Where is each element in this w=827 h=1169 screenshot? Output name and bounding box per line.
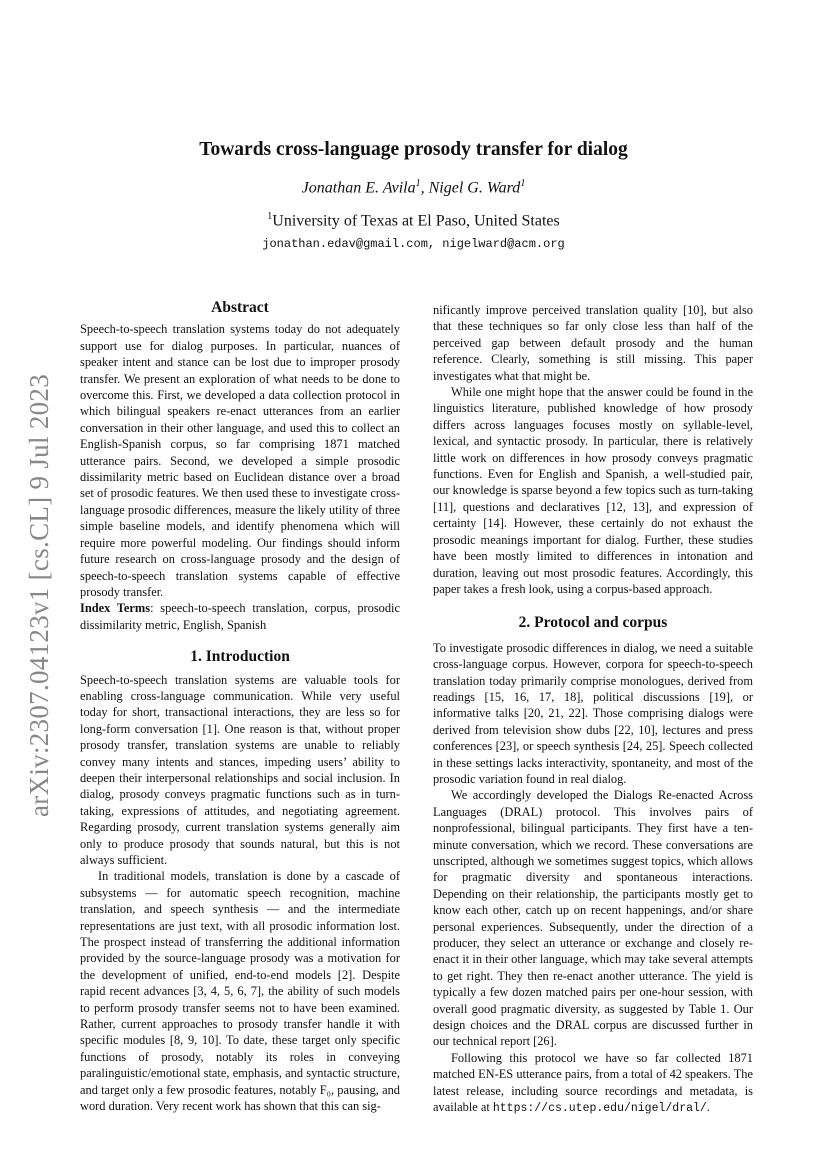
abstract-heading: Abstract xyxy=(211,299,269,316)
affiliation-mark: 1 xyxy=(267,211,273,222)
protocol-paragraph-2: We accordingly developed the Dialogs Re-enacted Across Languages (DRAL) protocol. This involves pairs of nonprofessional, bilingual participants. They first have a ten-minute conversation, which we record. These conversations are unscripted, although we sometimes suggest topics, which allows for pragmatic diversity and spontaneous interactions. Depending on their relationship, the participants mostly get to know each other, catch up on recent happenings, and/or share personal experiences. Subsequently, under the direction of a producer, they select an utterance or exchange and closely re-enact it in their other language, which may take several attempts to get right. They then re-enact another utterance. The yield is typically a few dozen matched pairs per one-hour session, with overall good pragmatic diversity, as suggested by Table 1. Our design choices and the DRAL corpus are discussed further in our technical report [26]. xyxy=(433,788,753,1049)
author-affil-mark: 1 xyxy=(520,178,526,189)
introduction-heading: 1. Introduction xyxy=(190,648,290,666)
intro-paragraph-3: While one might hope that the answer could be found in the linguistics literature, published knowledge of how prosody differs across languages focuses mostly on syllable-level, lexical, and syntactic prosody. In particular, there is relatively little work on differences in how prosody conveys pragmatic functions. Even for English and Spanish, a well-studied pair, our knowledge is sparse beyond a few topics such as turn-taking [11], questions and declaratives [12, 13], and expression of certainty [14]. However, these certainly do not exhaust the prosodic meanings important for dialog. Further, these studies have been mostly limited to differences in intonation and duration, leaving out most prosodic features. Accordingly, this paper takes a fresh look, using a corpus-based approach. xyxy=(433,385,753,596)
protocol-paragraph-3-end: . xyxy=(706,1100,710,1115)
arxiv-id: arXiv:2307.04123v1 [cs.CL] 9 Jul 2023 xyxy=(24,373,55,817)
arxiv-stamp xyxy=(10,375,70,815)
abstract-text: Speech-to-speech translation systems today do not adequately support use for dialog purposes. In particular, nuances of speaker intent and stance can be lost due to improper prosody transfer. We present an exploration of what needs to be done to overcome this. First, we developed a data collection protocol in which bilingual speakers re-enact utterances from an earlier conversation in their other language, and used this to collect an English-Spanish corpus, so far comprising 1871 matched utterance pairs. Second, we developed a simple prosodic dissimilarity metric based on Euclidean distance over a broad set of prosodic features. We then used these to investigate cross-language prosodic differences, measure the likely utility of three simple baseline models, and identify phenomena which will require more powerful modeling. Our findings should inform future research on cross-language prosody and the design of speech-to-speech translation systems capable of effective prosody transfer. xyxy=(80,322,400,599)
intro-paragraph-2: In traditional models, translation is done by a cascade of subsystems — for automatic speech recognition, machine translation, and speech synthesis — and the intermediate representations are just text, with all prosodic information lost. The prospect instead of transferring the additional information provided by the source-language prosody was a motivation for the development of unified, end-to-end models [2]. Despite rapid recent advances [3, 4, 5, 6, 7], the ability of such models to perform prosody transfer seems not to have been examined. Rather, current approaches to prosody transfer handle it with specific modules [8, 9, 10]. To date, these target only specific functions of prosody, notably its roles in conveying paralinguistic/emotional state, emphasis, and syntactic structure, and target only a few prosodic features, notably F₀, pausing, and word duration. Very recent work has shown that this can sig- xyxy=(80,869,400,1114)
index-terms xyxy=(80,600,400,633)
right-column xyxy=(433,302,753,1118)
paper-title: Towards cross-language prosody transfer for dialog xyxy=(199,139,628,160)
left-column xyxy=(80,300,400,1115)
intro-paragraph-1: Speech-to-speech translation systems are valuable tools for enabling cross-language communication. While very useful today for short, transactional interactions, they are less so for long-form conversation [1]. One reason is that, without proper prosody transfer, translation systems are unable to reliably convey many intents and stances, impeding users’ ability to deepen their interpersonal relationships and social inclusion. In dialog, prosody conveys pragmatic functions such as in turn-taking, expressions of attitudes, and negotiating agreement. Regarding prosody, current translation systems generally aim only to produce prosody that sounds natural, but this is not always sufficient. xyxy=(80,672,400,867)
intro-paragraph-continued: nificantly improve perceived translation quality [10], but also that these techniques so far only close less than half of the perceived gap between default prosody and the human reference. Clearly, something is still missing. This paper investigates what that might be. xyxy=(433,303,753,383)
protocol-paragraph-3-text: Following this protocol we have so far collected 1871 matched EN-ES utterance pairs, from a total of 42 speakers. The latest release, including source recordings and metadata, is available at xyxy=(433,1050,753,1115)
author-name: Nigel G. Ward xyxy=(428,179,521,197)
index-terms-text: : speech-to-speech translation, corpus, prosodic dissimilarity metric, English, Spanish xyxy=(80,601,400,632)
author-list xyxy=(0,178,827,197)
affiliation-text: University of Texas at El Paso, United States xyxy=(272,212,560,230)
protocol-heading: 2. Protocol and corpus xyxy=(518,614,668,632)
author-affil-mark: 1 xyxy=(415,178,421,189)
index-terms-label: Index Terms xyxy=(80,601,151,616)
protocol-paragraph-3 xyxy=(433,1050,753,1118)
author-separator: , xyxy=(420,179,429,197)
dral-url-link[interactable]: https://cs.utep.edu/nigel/dral/ xyxy=(492,1102,707,1116)
affiliation xyxy=(0,211,827,230)
author-name: Jonathan E. Avila xyxy=(301,179,416,197)
protocol-paragraph-1: To investigate prosodic differences in dialog, we need a suitable cross-language corpus. However, corpora for speech-to-speech translation today primarily comprise monologues, derived from readings [15, 16, 17, 18], political discussions [19], or informative talks [20, 21, 22]. Those comprising dialogs were derived from television show dubs [22, 10], lectures and press conferences [23], or speech synthesis [24, 25]. Speech collected in these settings lacks interactivity, spontaneity, and most of the prosodic variation found in real dialog. xyxy=(433,640,753,786)
author-emails: jonathan.edav@gmail.com, nigelward@acm.org xyxy=(262,237,565,251)
